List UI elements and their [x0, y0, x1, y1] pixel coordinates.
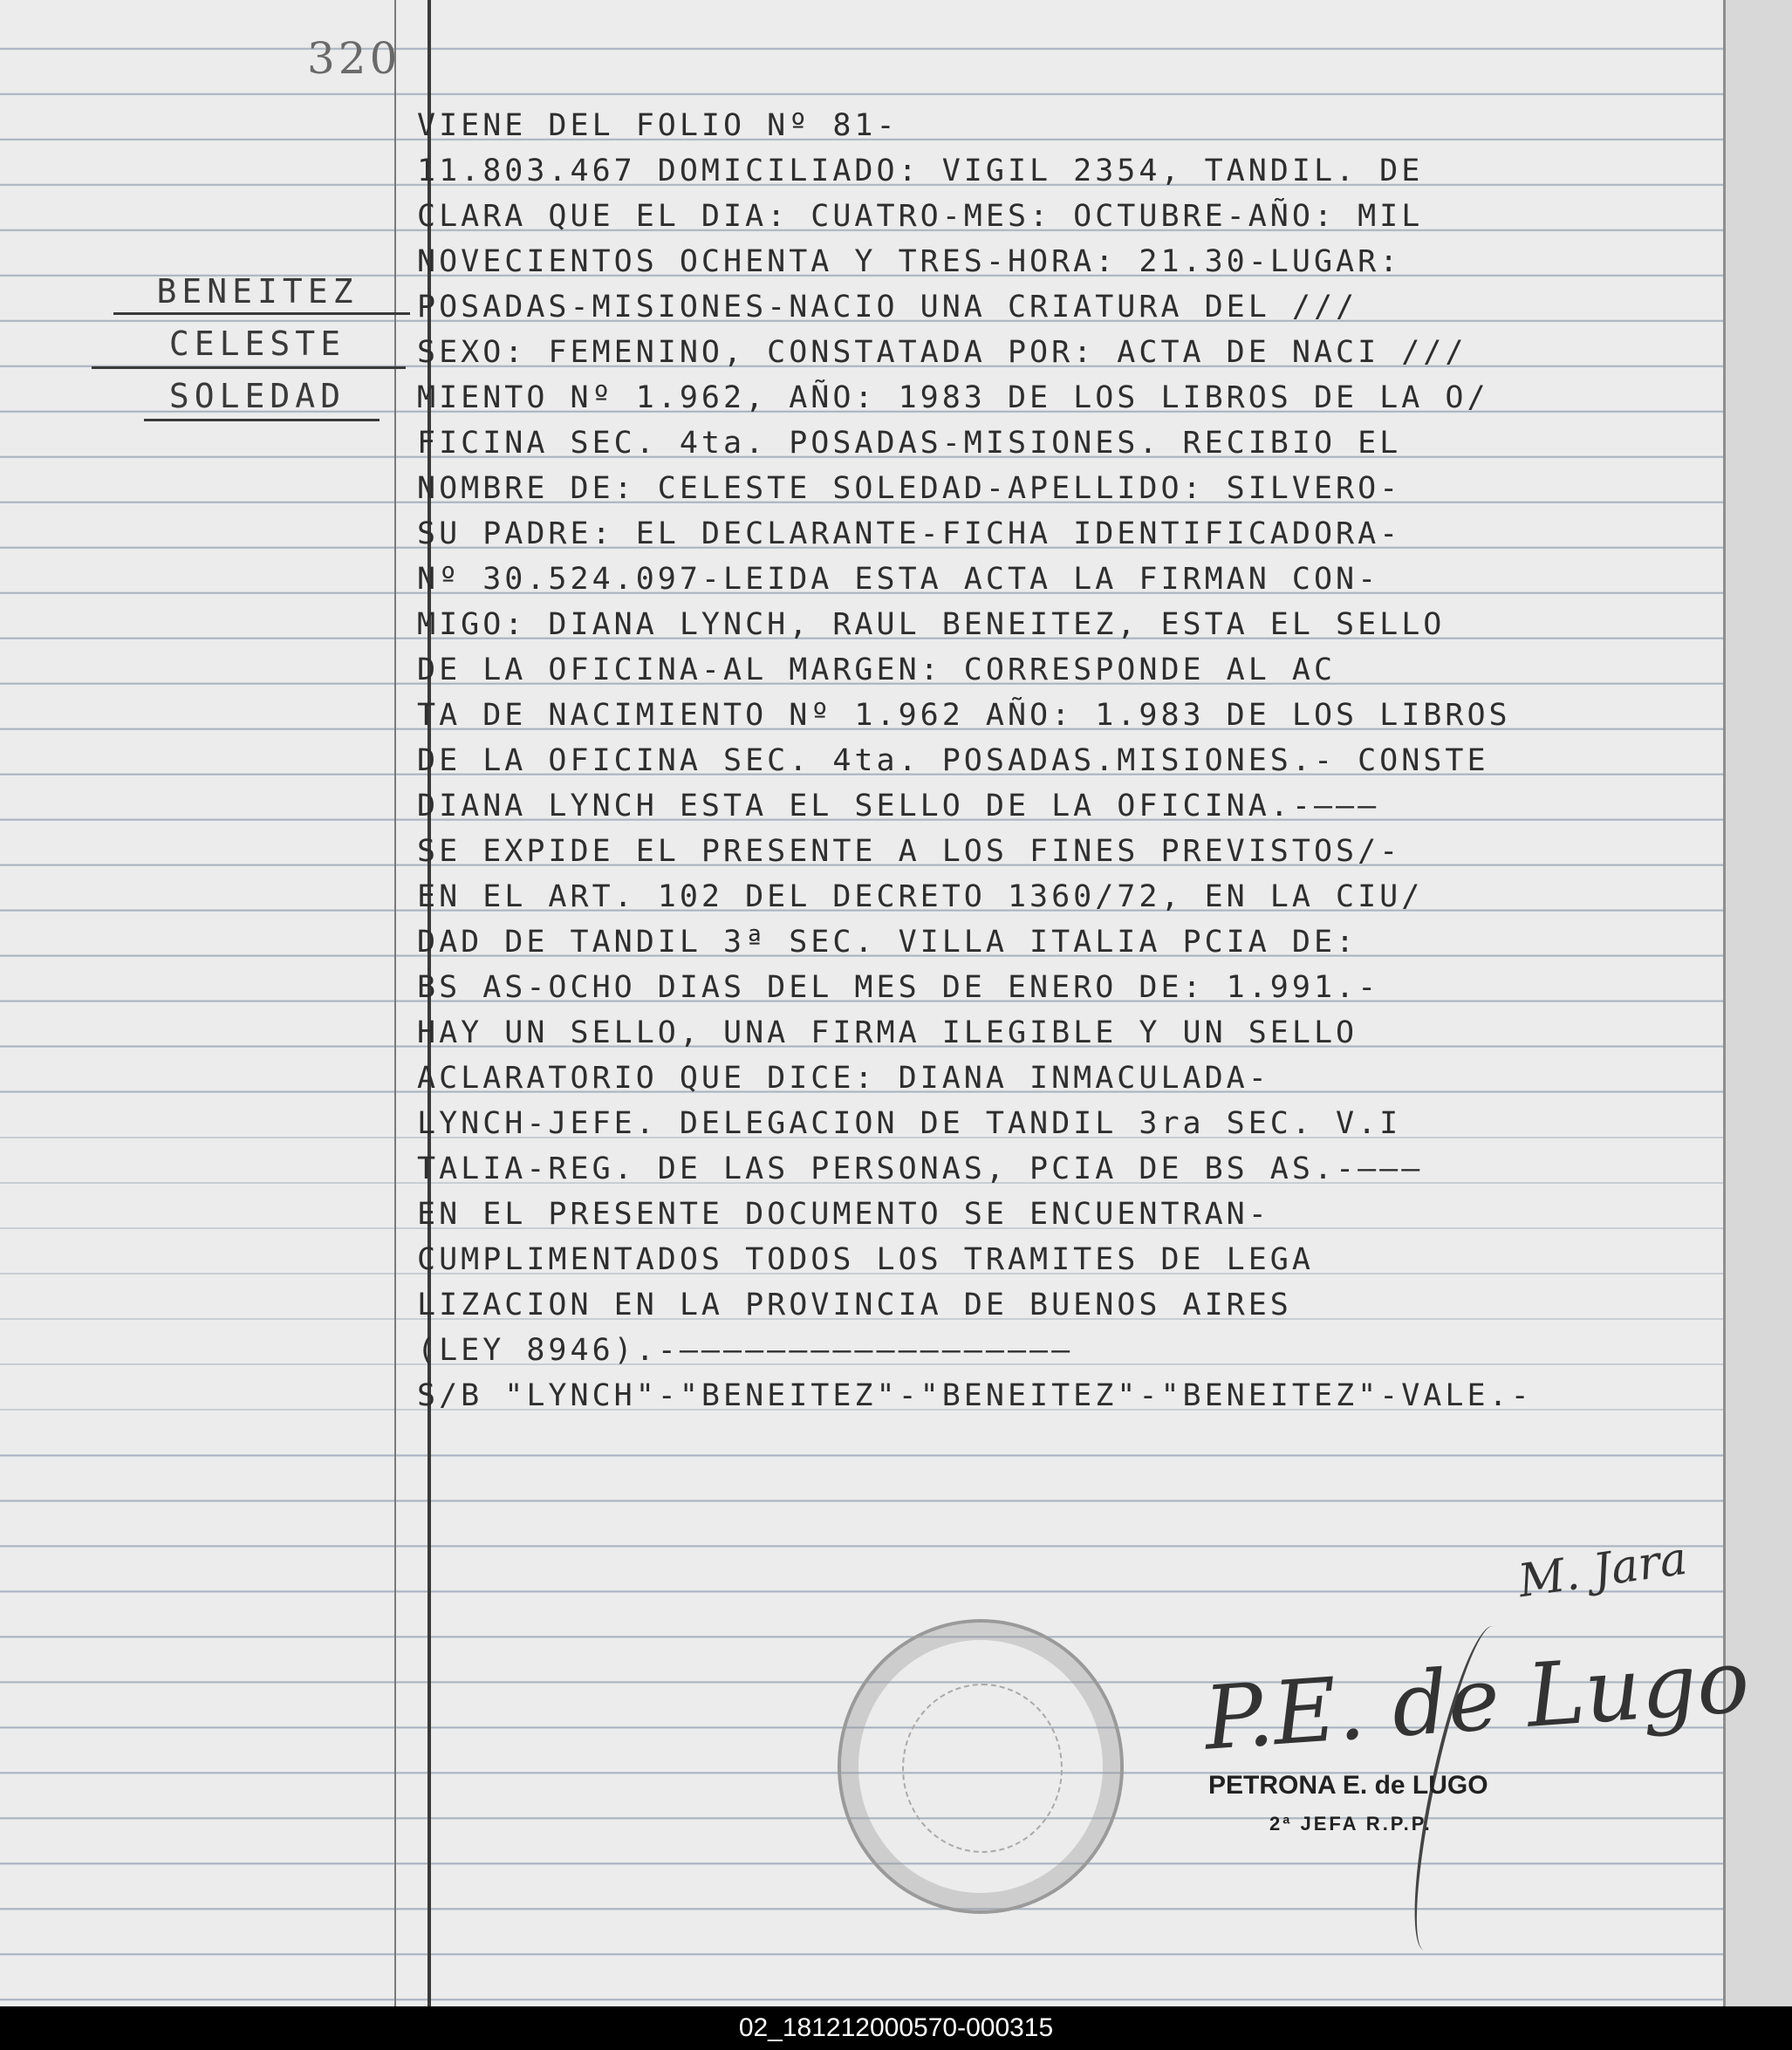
seal-emblem-icon [902, 1684, 1063, 1853]
record-line: Nº 30.524.097-LEIDA ESTA ACTA LA FIRMAN CON- [417, 562, 1380, 597]
record-line: TA DE NACIMIENTO Nº 1.962 AÑO: 1.983 DE LOS LIBROS [417, 698, 1511, 733]
record-line: BS AS-OCHO DIAS DEL MES DE ENERO DE: 1.991.- [417, 970, 1380, 1005]
record-line: LIZACION EN LA PROVINCIA DE BUENOS AIRES [417, 1288, 1292, 1322]
record-line: DE LA OFICINA SEC. 4ta. POSADAS.MISIONES.- CONSTE [417, 743, 1489, 778]
margin-underline [144, 419, 380, 421]
record-line: VIENE DEL FOLIO Nº 81- [417, 108, 899, 143]
margin-given-name-2: SOLEDAD [168, 377, 346, 415]
record-line: NOMBRE DE: CELESTE SOLEDAD-APELLIDO: SILVERO- [417, 471, 1402, 506]
margin-given-name-1: CELESTE [168, 325, 346, 363]
record-line: SE EXPIDE EL PRESENTE A LOS FINES PREVISTOS/- [417, 834, 1402, 869]
record-line: SEXO: FEMENINO, CONSTATADA POR: ACTA DE NACI /// [417, 335, 1467, 370]
record-line: EN EL ART. 102 DEL DECRETO 1360/72, EN LA CIU/ [417, 879, 1424, 914]
record-line: CLARA QUE EL DIA: CUATRO-MES: OCTUBRE-AÑO: MIL [417, 199, 1424, 234]
image-id-footer: 02_181212000570-000315 [0, 2006, 1792, 2050]
margin-underline [92, 366, 406, 369]
record-line: DAD DE TANDIL 3ª SEC. VILLA ITALIA PCIA DE: [417, 925, 1358, 960]
record-line: POSADAS-MISIONES-NACIO UNA CRIATURA DEL /// [417, 290, 1358, 325]
record-line: SU PADRE: EL DECLARANTE-FICHA IDENTIFICADORA- [417, 516, 1402, 551]
upper-signature: M. Jara [1515, 1532, 1691, 1609]
record-body [417, 103, 1708, 1418]
record-line: MIENTO Nº 1.962, AÑO: 1983 DE LOS LIBROS DE LA O/ [417, 380, 1489, 415]
record-line: CUMPLIMENTADOS TODOS LOS TRAMITES DE LEGA [417, 1242, 1314, 1277]
record-line: MIGO: DIANA LYNCH, RAUL BENEITEZ, ESTA EL SELLO [417, 607, 1446, 642]
record-line: DIANA LYNCH ESTA EL SELLO DE LA OFICINA.-——— [417, 789, 1380, 823]
record-line: HAY UN SELLO, UNA FIRMA ILEGIBLE Y UN SELLO [417, 1015, 1358, 1050]
record-line: NOVECIENTOS OCHENTA Y TRES-HORA: 21.30-LUGAR: [417, 244, 1402, 279]
record-line: (LEY 8946).-—————————————————— [417, 1333, 1074, 1368]
record-line: FICINA SEC. 4ta. POSADAS-MISIONES. RECIBIO EL [417, 426, 1402, 461]
record-line: LYNCH-JEFE. DELEGACION DE TANDIL 3ra SEC. V.I [417, 1106, 1402, 1141]
folio-number: 320 [307, 33, 401, 84]
record-line: DE LA OFICINA-AL MARGEN: CORRESPONDE AL AC [417, 653, 1337, 687]
stamp-name: PETRONA E. de LUGO [1208, 1771, 1488, 1800]
margin-underline [113, 312, 410, 315]
margin-surname: BENEITEZ [156, 272, 359, 311]
record-line: 11.803.467 DOMICILIADO: VIGIL 2354, TANDIL. DE [417, 154, 1424, 188]
record-line: TALIA-REG. DE LAS PERSONAS, PCIA DE BS AS.-——— [417, 1151, 1424, 1186]
record-line: EN EL PRESENTE DOCUMENTO SE ENCUENTRAN- [417, 1197, 1270, 1232]
main-signature: P.E. de Lugo [1200, 1630, 1753, 1770]
official-seal [838, 1619, 1124, 1914]
record-line: ACLARATORIO QUE DICE: DIANA INMACULADA- [417, 1061, 1270, 1096]
record-line: S/B "LYNCH"-"BENEITEZ"-"BENEITEZ"-"BENEITEZ"-VALE.- [417, 1378, 1533, 1413]
stamp-role: 2ª JEFA R.P.P. [1269, 1813, 1433, 1835]
